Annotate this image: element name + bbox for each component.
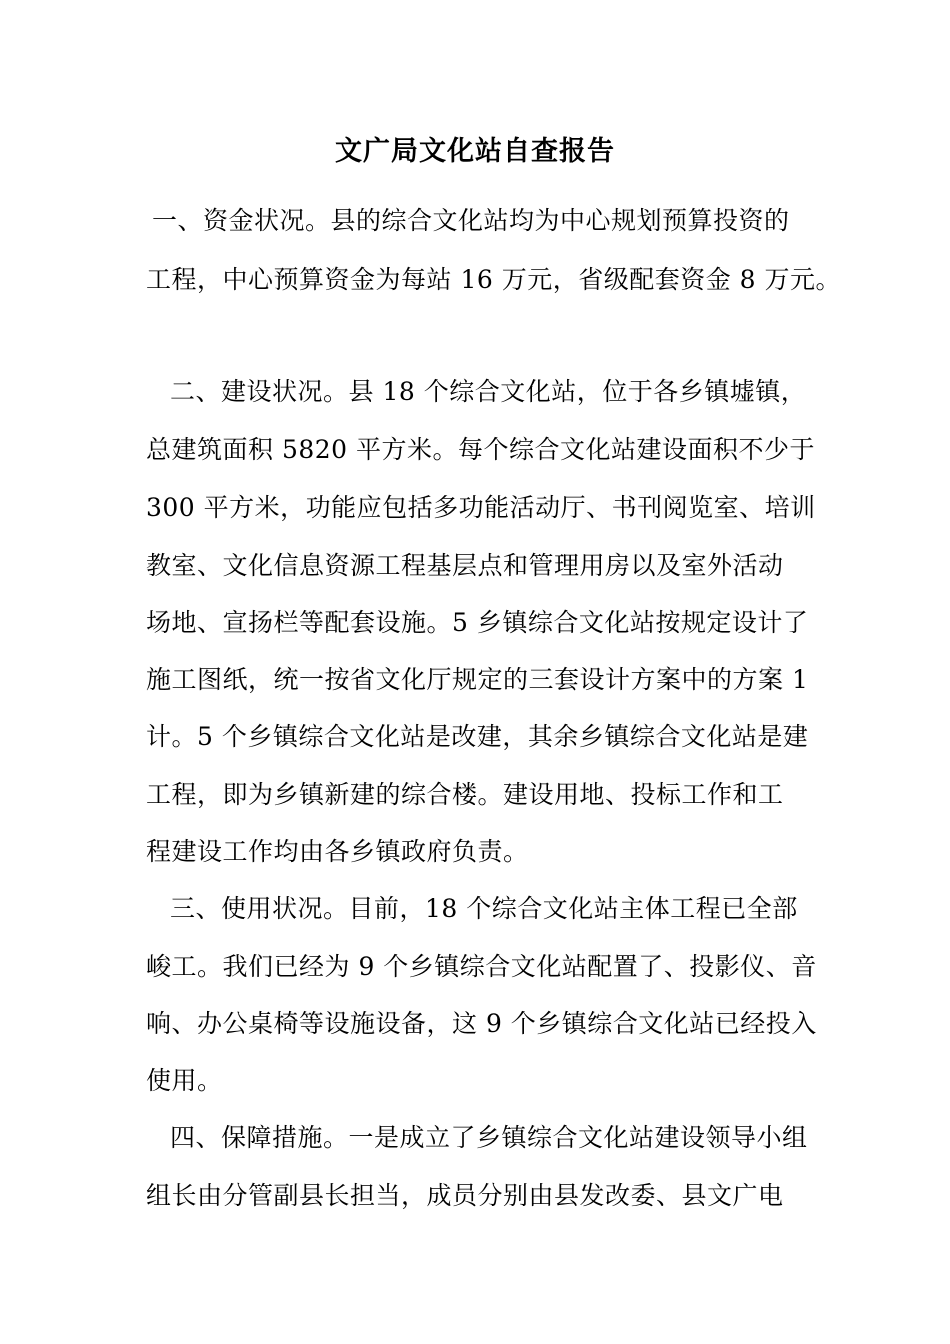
paragraph-line: 工程，中心预算资金为每站 16 万元，省级配套资金 8 万元。 [146, 265, 842, 294]
paragraph-line: 工程，即为乡镇新建的综合楼。建设用地、投标工作和工 [146, 780, 784, 809]
paragraph-line: 三、使用状况。目前，18 个综合文化站主体工程已全部 [170, 894, 798, 923]
paragraph-line: 使用。 [146, 1066, 223, 1095]
paragraph-line: 四、保障措施。一是成立了乡镇综合文化站建设领导小组 [170, 1123, 808, 1152]
paragraph-line: 响、办公桌椅等设施设备，这 9 个乡镇综合文化站已经投入 [146, 1009, 817, 1038]
paragraph-line: 场地、宣扬栏等配套设施。5 乡镇综合文化站按规定设计了 [146, 608, 809, 637]
paragraph-line: 总建筑面积 5820 平方米。每个综合文化站建设面积不少于 [146, 435, 816, 464]
paragraph-line: 一、资金状况。县的综合文化站均为中心规划预算投资的 [152, 206, 790, 235]
paragraph-line: 300 平方米，功能应包括多功能活动厅、书刊阅览室、培训 [146, 493, 816, 522]
paragraph-line: 二、建设状况。县 18 个综合文化站，位于各乡镇墟镇， [170, 377, 807, 406]
page-title: 文广局文化站自查报告 [335, 136, 615, 167]
paragraph-line: 教室、文化信息资源工程基层点和管理用房以及室外活动 [146, 551, 784, 580]
paragraph-line: 组长由分管副县长担当，成员分别由县发改委、县文广电 [146, 1181, 784, 1210]
paragraph-line: 程建设工作均由各乡镇政府负责。 [146, 837, 529, 866]
paragraph-line: 施工图纸，统一按省文化厅规定的三套设计方案中的方案 1 [146, 665, 809, 694]
paragraph-line: 计。5 个乡镇综合文化站是改建，其余乡镇综合文化站是建 [146, 722, 809, 751]
paragraph-line: 峻工。我们已经为 9 个乡镇综合文化站配置了、投影仪、音 [146, 952, 817, 981]
